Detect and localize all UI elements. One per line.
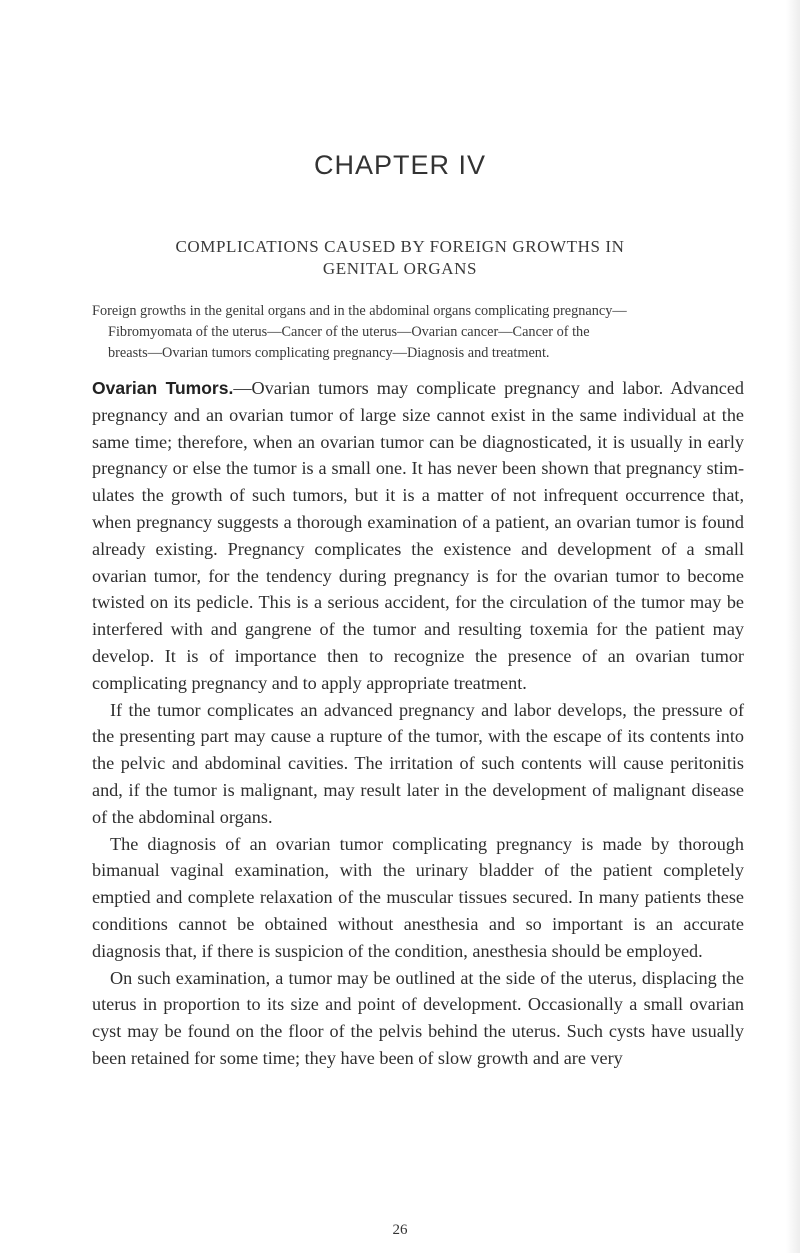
chapter-title: CHAPTER IV [313,150,487,180]
body-text [92,375,744,1072]
page-edge-shadow [786,0,800,1253]
chapter-subtitle-line-1: COMPLICATIONS CAUSED BY FOREIGN GROWTHS IN [175,237,625,256]
chapter-subtitle [80,236,720,280]
summary-line-3: breasts—Ovarian tumors complicating pregnancy—Diagnosis and treatment. [108,345,550,361]
summary-line-1: Foreign growths in the genital organs and in the abdominal organs complicating pregnancy— [92,303,627,319]
paragraph-4: On such examination, a tumor may be outlined at the side of the uterus, displacing the uterus in proportion to its size and point of development. Occasionally a small ovarian cyst may be found on the floor of the pelvis behind the uterus. Such cysts have usually been retained for some time; they have been of slow growth and are very [92,967,744,1068]
chapter-summary [92,301,742,364]
paragraph-1 [92,375,744,697]
paragraph-2: If the tumor complicates an advanced pregnancy and labor develops, the pressure of the presenting part may cause a rupture of the tumor, with the escape of its contents into the pelvic and abdominal cavities. The irritation of such contents will cause peritonitis and, if the tumor is malignant, may result later in the development of malignant disease of the abdominal organs. [92,699,744,827]
summary-line-2: Fibromyomata of the uterus—Cancer of the uterus—Ovarian cancer—Cancer of the [108,324,590,340]
page-number: 26 [392,1222,408,1238]
section-heading: Ovarian Tumors. [92,378,234,398]
paragraph-1-text: —Ovarian tumors may complicate pregnancy and labor. Advanced pregnancy and an ovarian tumor of large size cannot exist in the same individual at the same time; therefore, when an ovarian tumor can be diagnosticated, it is usually in early pregnancy or else the tumor is a small one. It has never been shown that pregnancy stimulates the growth of such tumors, but it is a matter of not infrequent occurrence that, when pregnancy suggests a thorough examination of a patient, an ovarian tumor is found already existing. Pregnancy complicates the existence and development of a small ovarian tumor, for the tendency during pregnancy is for the ovarian tumor to become twisted on its pedicle. This is a serious accident, for the circulation of the tumor may be interfered with and gangrene of the tumor and resulting toxemia for the patient may develop. It is of importance then to recognize the presence of an ovarian tumor complicating pregnancy and to apply appropriate treatment. [92,378,744,693]
paragraph-3: The diagnosis of an ovarian tumor complicating pregnancy is made by thorough bimanual vaginal examination, with the urinary bladder of the patient completely emptied and complete relaxation of the muscular tissues secured. In many patients these conditions cannot be obtained without anesthesia and so important is an accurate diagnosis that, if there is suspicion of the condition, anesthesia should be employed. [92,833,744,961]
chapter-subtitle-line-2: GENITAL ORGANS [322,259,478,278]
